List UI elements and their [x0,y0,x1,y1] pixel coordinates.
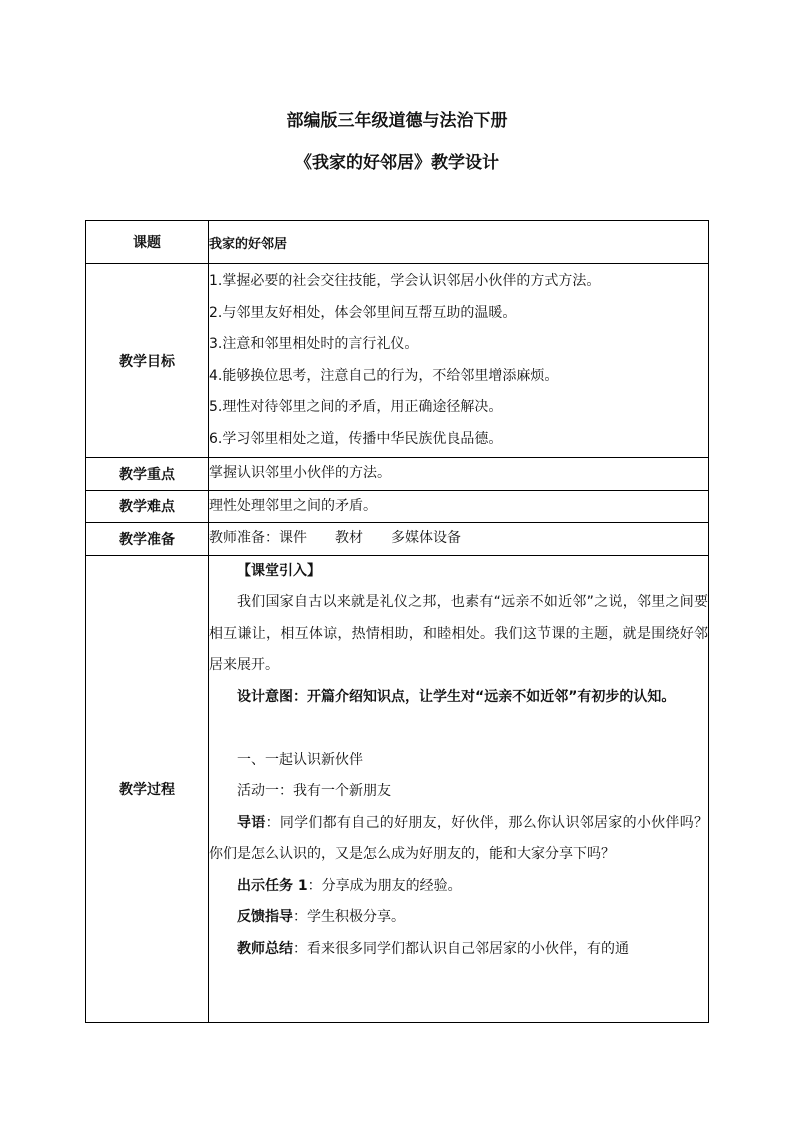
design-intent: 设计意图：开篇介绍知识点，让学生对“远亲不如近邻”有初步的认知。 [237,688,676,705]
table-row-objectives [86,264,709,458]
topic-label: 课题 [86,221,209,264]
intro-heading: 【课堂引入】 [237,562,321,579]
table-row-difficulty [86,490,709,523]
preparation-item: 多媒体设备 [391,530,461,546]
key-point-label: 教学重点 [86,458,209,491]
preparation-label: 教学准备 [86,523,209,556]
objective-item: 3.注意和邻里相处时的言行礼仪。 [209,336,419,352]
feedback-paragraph: 反馈指导：学生积极分享。 [237,909,405,925]
process-content [209,555,709,1022]
difficulty-label: 教学难点 [86,490,209,523]
table-row-process [86,555,709,1022]
activity-heading: 活动一：我有一个新朋友 [237,783,391,799]
intro-paragraph: 我们国家自古以来就是礼仪之邦，也素有“远亲不如近邻”之说，邻里之间要相互谦让，相互体谅，热情相助，和睦相处。我们这节课的主题，就是围绕好邻居来展开。 [209,594,708,673]
table-row-key-point [86,458,709,491]
objectives-label: 教学目标 [86,264,209,458]
document-subtitle: 《我家的好邻居》教学设计 [295,153,499,173]
objective-item: 4.能够换位思考，注意自己的行为，不给邻里增添麻烦。 [209,367,559,384]
objective-item: 6.学习邻里相处之道，传播中华民族优良品德。 [209,430,503,447]
section-heading: 一、一起认识新伙伴 [237,751,363,768]
preparation-item: 教材 [335,530,363,546]
lesson-plan-table [85,220,709,1023]
preparation-teacher: 教师准备：课件 [209,530,307,546]
table-row-topic [86,221,709,264]
difficulty-value: 理性处理邻里之间的矛盾。 [209,490,709,523]
process-label: 教学过程 [86,555,209,1022]
summary-paragraph: 教师总结：看来很多同学们都认识自己邻居家的小伙伴，有的通 [237,940,629,957]
objective-item: 5.理性对待邻里之间的矛盾，用正确途径解决。 [209,399,503,415]
task-paragraph: 出示任务 1：分享成为朋友的经验。 [237,877,462,894]
guide-paragraph: 导语：同学们都有自己的好朋友，好伙伴，那么你认识邻居家的小伙伴吗？你们是怎么认识的，又是怎么成为好朋友的，能和大家分享下吗？ [209,814,708,862]
objectives-list [209,264,709,458]
document-title: 部编版三年级道德与法治下册 [286,111,508,131]
objective-item: 1.掌握必要的社会交往技能，学会认识邻居小伙伴的方式方法。 [209,273,601,289]
objective-item: 2.与邻里友好相处，体会邻里间互帮互助的温暖。 [209,304,517,321]
key-point-value: 掌握认识邻里小伙伴的方法。 [209,458,709,491]
topic-value: 我家的好邻居 [209,221,709,264]
preparation-value [209,523,709,556]
table-row-preparation [86,523,709,556]
